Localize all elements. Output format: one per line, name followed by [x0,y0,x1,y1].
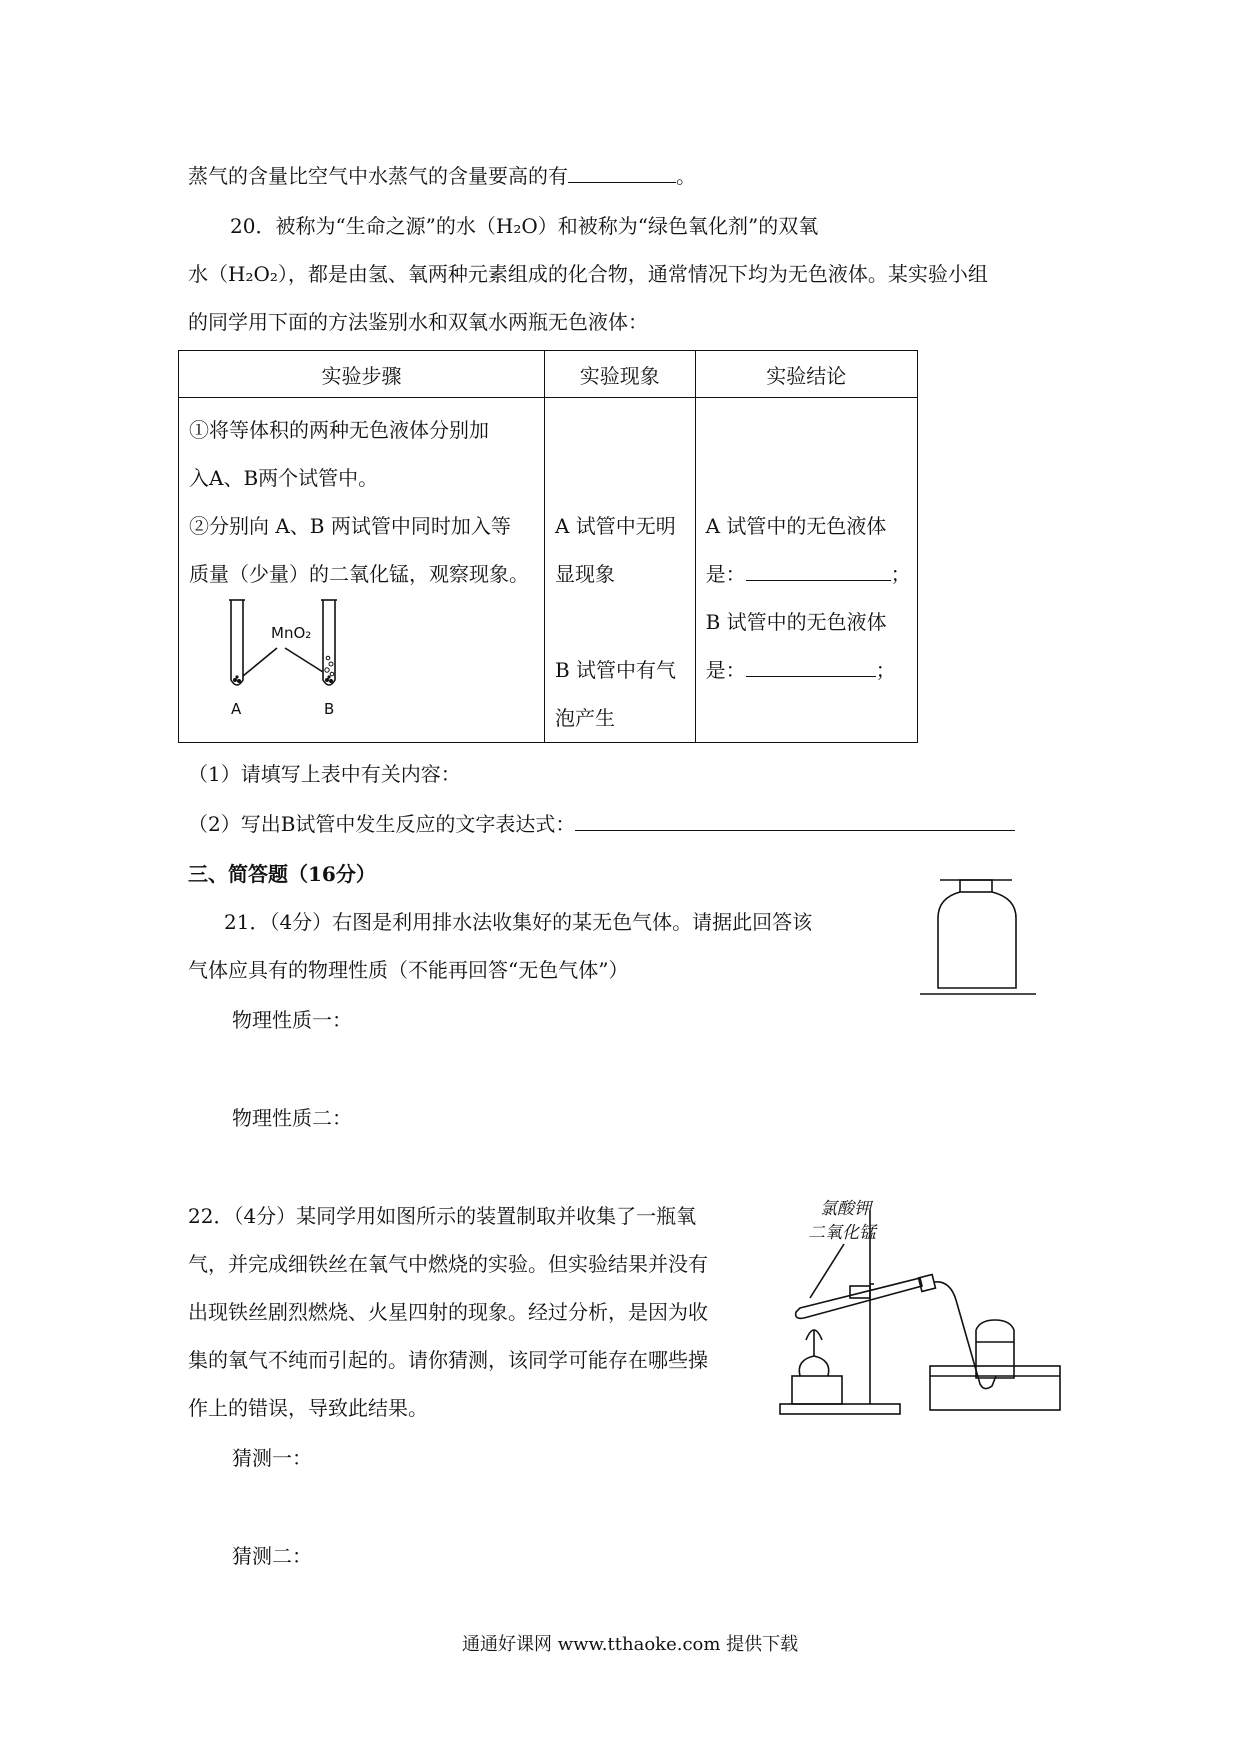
header-phenomena: 实验现象 [544,351,695,398]
q20-sub-1: （1）请填写上表中有关内容： [188,762,461,786]
q20-line-3: 的同学用下面的方法鉴别水和双氧水两瓶无色液体： [188,310,648,334]
q21-property-1: 物理性质一： [232,1008,352,1032]
header-conclusion: 实验结论 [695,351,917,398]
phenomena-cell: A 试管中无明 显现象 B 试管中有气 泡产生 [544,398,695,743]
text-line: 蒸气的含量比空气中水蒸气的含量要高的有 。 [188,164,696,188]
answer-blank-a[interactable] [746,580,891,581]
conclusion-cell: A 试管中的无色液体 是： ； B 试管中的无色液体 是： ； [695,398,917,743]
guess-2: 猜测二： [232,1544,312,1568]
steps-cell: ①将等体积的两种无色液体分别加 入A、B两个试管中。 ②分别向 A、B 两试管中同时加入等 质量（少量）的二氧化锰，观察现象。 MnO₂ A B [179,398,545,743]
answer-blank-reaction[interactable] [575,830,1015,831]
section-title: 三、简答题（16分） [188,862,376,886]
q21-line-1: 21．（4分）右图是利用排水法收集好的某无色气体。请据此回答该 [224,910,813,934]
footer-text: 通通好课网 www.tthaoke.com 提供下载 [462,1634,799,1655]
q22-line-1: 22．（4分）某同学用如图所示的装置制取并收集了一瓶氧 [188,1204,697,1228]
oxygen-apparatus-figure [770,1180,1070,1420]
gas-bottle-figure [920,870,1040,1000]
answer-blank-b[interactable] [746,676,876,677]
tube-b-label: B [324,700,335,718]
q20-sub-2: （2）写出B试管中发生反应的文字表达式： [188,808,1015,837]
reagent-label: MnO₂ [271,624,312,642]
apparatus-label-1: 氯酸钾 [820,1199,871,1219]
q22-line-5: 作上的错误，导致此结果。 [188,1396,428,1420]
q22-line-4: 集的氧气不纯而引起的。请你猜测，该同学可能存在哪些操 [188,1348,708,1372]
q21-property-2: 物理性质二： [232,1106,352,1130]
table-header-row [179,351,918,398]
table-row [179,398,918,743]
experiment-table [178,350,918,743]
apparatus-label-2: 二氧化锰 [808,1223,876,1243]
q20-line-2: 水（H₂O₂），都是由氢、氧两种元素组成的化合物，通常情况下均为无色液体。某实验小组 [188,262,988,286]
guess-1: 猜测一： [232,1446,312,1470]
q21-line-2: 气体应具有的物理性质（不能再回答“无色气体”） [188,958,629,982]
q22-line-3: 出现铁丝剧烈燃烧、火星四射的现象。经过分析，是因为收 [188,1300,708,1324]
tube-a-label: A [231,700,242,718]
answer-blank[interactable] [568,182,676,183]
header-steps: 实验步骤 [179,351,545,398]
q22-line-2: 气，并完成细铁丝在氧气中燃烧的实验。但实验结果并没有 [188,1252,708,1276]
q20-line-1: 20．被称为“生命之源”的水（H₂O）和被称为“绿色氧化剂”的双氧 [230,214,819,238]
